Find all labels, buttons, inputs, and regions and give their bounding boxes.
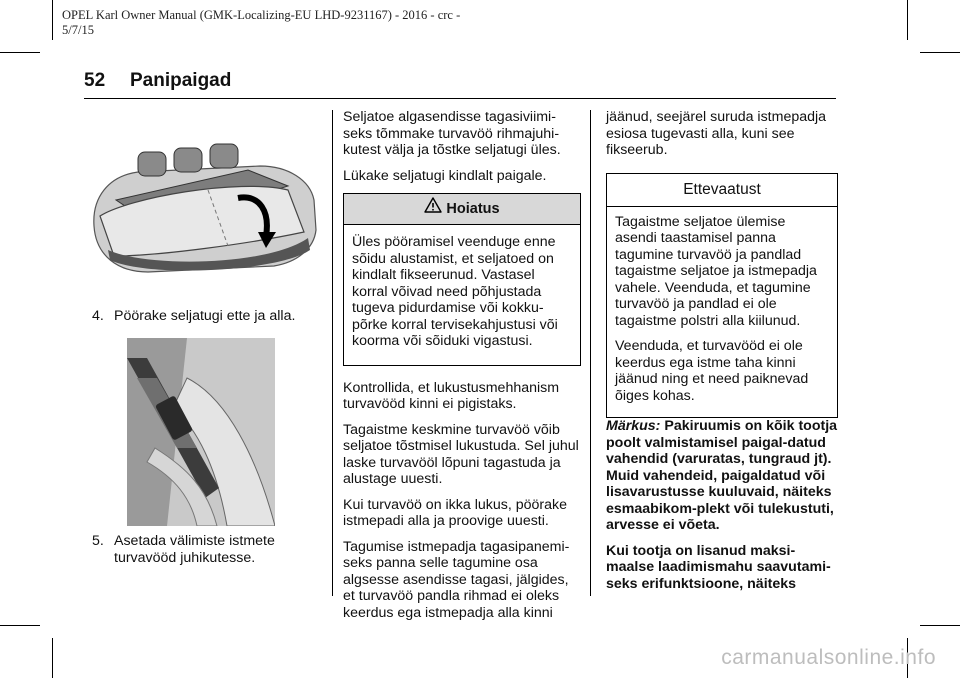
- crop-mark: [52, 638, 53, 678]
- paragraph: jäänud, seejärel suruda istmepadja esiosa tugevasti alla, kuni see fikseerub.: [606, 109, 827, 158]
- paragraph: Tagumise istmepadja tagasipanemi-seks panna selle tagumine osa algsesse asendisse tagasi, jälgides, et turvavöö pandla rihmad ei oleks keerdus ega istmepadja alla kinni: [343, 538, 570, 621]
- document-meta: [62, 8, 502, 38]
- crop-mark: [920, 625, 960, 626]
- warning-text: Üles pööramisel veenduge enne sõidu alustamist, et seljatoed on kindlalt fikseerunud. Vastasel korral võivad need põhjustada tugeva pidurdamise või kokku-põrke korral tervisekahjustusi või koorma või sõiduki vigastusi.: [352, 234, 558, 349]
- caution-title: Ettevaatust: [607, 174, 837, 207]
- section-title: Panipaigad: [130, 70, 232, 91]
- note-label: Märkus:: [606, 418, 661, 434]
- middle-column: [343, 109, 581, 630]
- crop-mark: [920, 52, 960, 53]
- crop-mark: [52, 0, 53, 40]
- crop-mark: [907, 0, 908, 40]
- crop-mark: [0, 52, 40, 53]
- step-5: [92, 533, 322, 566]
- column-divider: [332, 110, 333, 596]
- step-text: Pöörake seljatugi ette ja alla.: [114, 308, 296, 324]
- meta-line-1: OPEL Karl Owner Manual (GMK-Localizing-EU LHD-9231167) - 2016 - crc -: [62, 8, 461, 22]
- watermark: carmanualsonline.info: [721, 646, 936, 669]
- meta-line-2: 5/7/15: [62, 23, 94, 37]
- right-column: [606, 109, 838, 601]
- step-number: 4.: [92, 308, 104, 324]
- paragraph: Kui turvavöö on ikka lukus, pöörake istmepadi alla ja proovige uuesti.: [343, 496, 567, 529]
- note: [606, 418, 838, 534]
- step-number: 5.: [92, 533, 104, 549]
- warning-box: [343, 193, 581, 366]
- caution-text: Veenduda, et turvavööd ei ole keerdus ega istme taha kinni jäänud ning et need paiknevad õiges kohas.: [615, 338, 809, 404]
- page-number: 52: [84, 70, 106, 91]
- caution-box: [606, 173, 838, 419]
- step-4: [92, 308, 322, 325]
- paragraph: Seljatoe algasendisse tagasiviimi-seks tõmmake turvavöö rihmajuhi-kutest välja ja tõstke seljatugi üles.: [343, 109, 561, 158]
- paragraph: Kontrollida, et lukustusmehhanism turvavööd kinni ei pigistaks.: [343, 379, 560, 412]
- warning-header: [344, 194, 580, 225]
- step-text: Asetada välimiste istmete turvavööd juhikutesse.: [114, 533, 275, 566]
- page-heading: [84, 70, 231, 92]
- paragraph: Tagaistme keskmine turvavöö võib seljatoe tõstmisel lukustuda. Sel juhul laske turvavööl lõpuni tagastuda ja alustage uuesti.: [343, 421, 579, 487]
- warning-title: Hoiatus: [446, 201, 500, 217]
- note-continued: Kui tootja on lisanud maksi-maalse laadimismahu saavutami-seks erifunktsioone, näiteks: [606, 542, 831, 592]
- folded-rear-seat-illustration: [88, 138, 320, 278]
- column-divider: [590, 110, 591, 596]
- note-text: Pakiruumis on kõik tootja poolt valmistamisel paigal-datud vahendid (varuratas, tungraud jt). Muid vahendeid, paigaldatud või lisavarustusse kuuluvaid, näiteks esmaabikom-plekt või tulekustuti, arvesse ei võeta.: [606, 418, 838, 533]
- heading-rule: [84, 98, 836, 99]
- paragraph: Lükake seljatugi kindlalt paigale.: [343, 167, 547, 184]
- seatbelt-guide-illustration: [127, 338, 275, 526]
- warning-triangle-icon: [424, 194, 442, 224]
- caution-text: Tagaistme seljatoe ülemise asendi taastamisel panna tagumine turvavöö ja pandlad tagaistme seljatoe ja istmepadja vahele. Veenduda, et tagumine turvavöö ja pandlad ei ole tagaistme polstri alla kiilunud.: [615, 213, 817, 329]
- crop-mark: [0, 625, 40, 626]
